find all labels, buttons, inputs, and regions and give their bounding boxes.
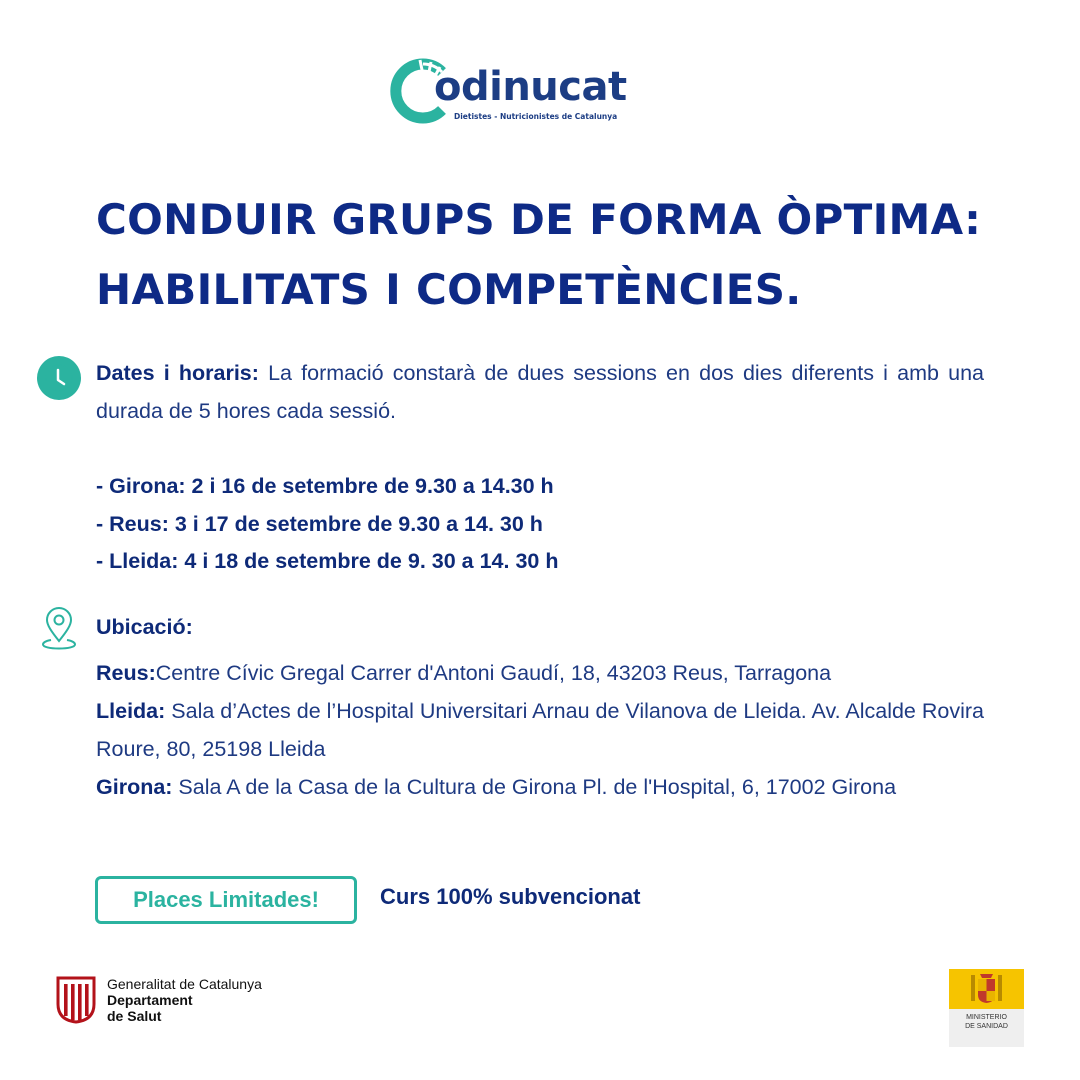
ministerio-line-1: MINISTERIO: [966, 1014, 1007, 1021]
location-city-lleida: Lleida:: [96, 699, 166, 723]
codinucat-logo: [390, 54, 650, 130]
schedule-description: [96, 354, 984, 430]
location-address-girona: Sala A de la Casa de la Cultura de Girona Pl. de l'Hospital, 6, 17002 Girona: [172, 775, 897, 799]
ministerio-logo: [949, 969, 1024, 1047]
generalitat-line-2: Departament: [107, 992, 193, 1008]
location-item-girona: [96, 768, 984, 806]
session-item-lleida: - Lleida: 4 i 18 de setembre de 9. 30 a 14. 30 h: [96, 549, 559, 573]
generalitat-line-3: de Salut: [107, 1008, 162, 1024]
logo-wordmark: odinucat: [434, 64, 627, 110]
title-line-1: CONDUIR GRUPS DE FORMA ÒPTIMA:: [96, 195, 982, 244]
location-address-reus: Centre Cívic Gregal Carrer d'Antoni Gaudí, 18, 43203 Reus, Tarragona: [155, 661, 832, 685]
logo-tagline: Dietistes - Nutricionistes de Catalunya: [454, 112, 618, 121]
subsidy-text: Curs 100% subvencionat: [380, 884, 641, 909]
ministerio-text: [949, 1013, 1024, 1031]
generalitat-text: [107, 976, 262, 1024]
map-pin-icon: [41, 606, 77, 650]
location-item-reus: [96, 654, 984, 692]
session-item-reus: - Reus: 3 i 17 de setembre de 9.30 a 14. 30 h: [96, 511, 543, 536]
location-label: Ubicació:: [96, 615, 193, 639]
location-address-lleida: Sala d’Actes de l’Hospital Universitari Arnau de Vilanova de Lleida. Av. Alcalde Rovira Roure, 80, 25198 Lleida: [96, 699, 984, 761]
page-title: [96, 185, 996, 325]
session-item-girona: - Girona: 2 i 16 de setembre de 9.30 a 14.30 h: [96, 474, 554, 498]
title-line-2: HABILITATS I COMPETÈNCIES.: [96, 265, 802, 314]
generalitat-emblem-icon: [55, 974, 97, 1024]
ministerio-line-2: DE SANIDAD: [965, 1023, 1008, 1030]
location-city-reus: Reus:: [96, 661, 156, 685]
generalitat-line-1: Generalitat de Catalunya: [107, 976, 262, 992]
generalitat-logo: [55, 974, 295, 1026]
schedule-label: Dates i horaris:: [96, 361, 259, 385]
limited-places-badge: Places Limitades!: [95, 876, 357, 924]
location-city-girona: Girona:: [96, 775, 173, 799]
location-item-lleida: [96, 692, 984, 768]
spain-coat-of-arms-icon: [949, 969, 1024, 1009]
schedule-text: La formació constarà de dues sessions en dos dies diferents i amb una durada de 5 hores cada sessió.: [96, 361, 984, 423]
session-list: [96, 468, 558, 581]
clock-icon: [37, 356, 81, 400]
